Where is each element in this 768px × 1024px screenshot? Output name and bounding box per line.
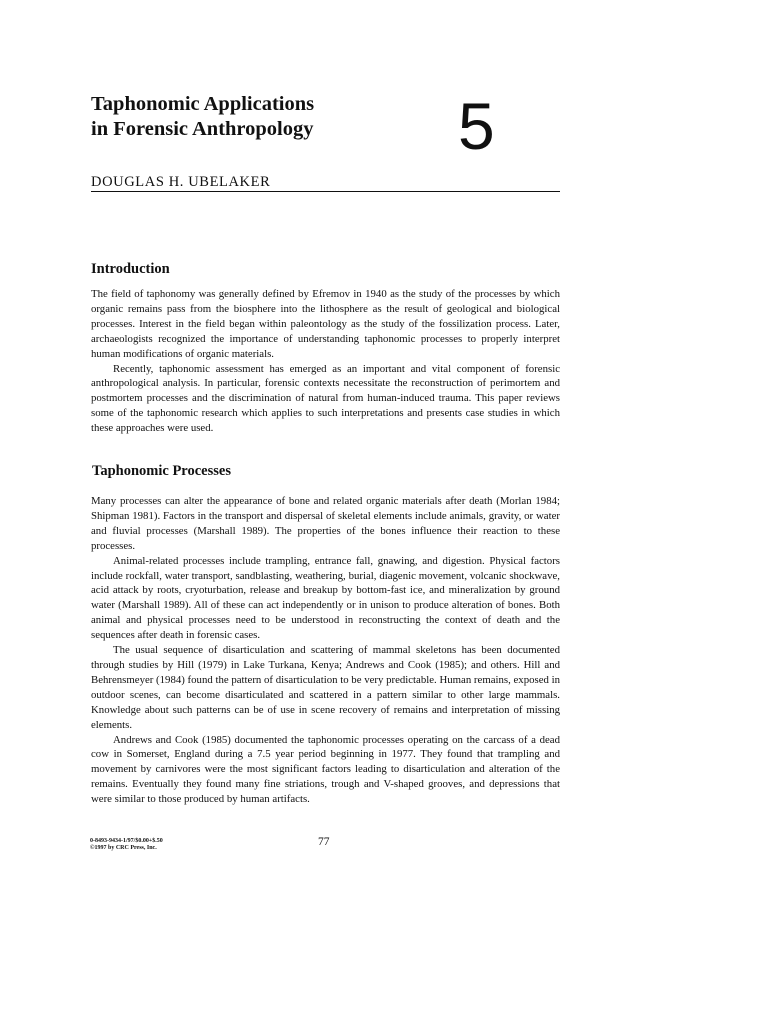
author-name: DOUGLAS H. UBELAKER [91, 174, 271, 190]
taphonomic-processes-body [91, 494, 560, 807]
paragraph: The usual sequence of disarticulation and scattering of mammal skeletons has been documented through studies by Hill (1979) in Lake Turkana, Kenya; Andrews and Cook (1985); and others. Hill and Behrensmeyer (1984) found the pattern of disarticulation to be very predictable. Human remains, exposed in outdoor scenes, can become disarticulated and scattered in a pattern similar to other large mammals. Knowledge about such patterns can be of use in scene recovery of remains and interpretation of missing elements. [91, 644, 560, 731]
introduction-heading: Introduction [91, 261, 170, 277]
chapter-number: 5 [458, 89, 495, 163]
paragraph: The field of taphonomy was generally defined by Efremov in 1940 as the study of the processes by which organic remains pass from the biosphere into the lithosphere as the result of geological and biological processes. Interest in the field began within paleontology as the study of the fossilization process. Later, archaeologists recognized the importance of understanding taphonomic processes to properly interpret human modifications of organic materials. [91, 288, 560, 360]
paragraph: Recently, taphonomic assessment has emerged as an important and vital component of forensic anthropological analysis. In particular, forensic contexts necessitate the reconstruction of perimortem and postmortem processes and the discrimination of natural from human-induced trauma. This paper reviews some of the taphonomic research which applies to such interpretations and presents case studies in which these approaches were used. [91, 362, 560, 435]
paragraph: Many processes can alter the appearance of bone and related organic materials after death (Morlan 1984; Shipman 1981). Factors in the transport and dispersal of skeletal elements include animals, gravity, or water and fluvial processes (Marshall 1989). The properties of the bones influence their reaction to these processes. [91, 495, 560, 552]
paragraph: Animal-related processes include trampling, entrance fall, gnawing, and digestion. Physical factors include rockfall, water transport, sandblasting, weathering, burial, diagenic movement, volcanic shockwave, acid attack by roots, cryoturbation, release and breakup by bottom-fast ice, and mineralization by ground water (Marshall 1989). All of these can act independently or in unison to produce alteration of bones. Both animal and physical processes need to be understood in reconstructing the context of death and the sequences after death in forensic cases. [91, 554, 560, 642]
publication-info [90, 838, 163, 852]
paragraph: Andrews and Cook (1985) documented the taphonomic processes operating on the carcass of a dead cow in Somerset, England during a 7.5 year period beginning in 1977. They found that trampling and movement by carnivores were the most significant factors leading to disarticulation and alteration of the remains. Eventually they found many fine striations, trough and V-shaped grooves, and depressions that were similar to those produced by human artifacts. [91, 733, 560, 806]
isbn-line: 0-8493-9434-1/97/$0.00+$.50 [90, 838, 163, 844]
taphonomic-processes-heading: Taphonomic Processes [92, 463, 231, 479]
introduction-body [91, 287, 560, 436]
copyright-line: ©1997 by CRC Press, Inc. [90, 845, 157, 851]
page-number: 77 [318, 836, 330, 848]
chapter-title [91, 92, 431, 142]
chapter-title-line-2: in Forensic Anthropology [91, 118, 314, 140]
author-divider [91, 191, 560, 192]
chapter-title-line-1: Taphonomic Applications [91, 93, 315, 115]
